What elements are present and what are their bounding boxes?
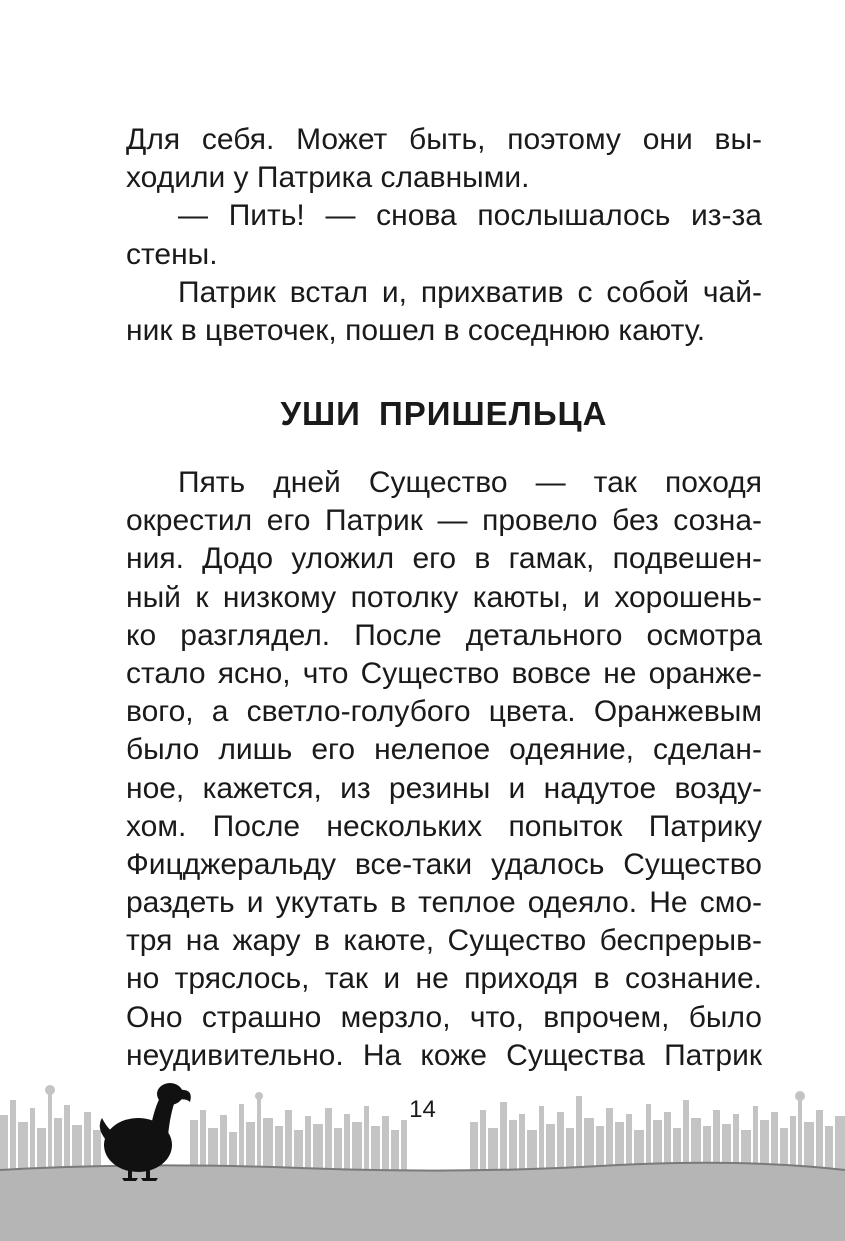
text-line: ное, кажется, из резины и надутое возду- xyxy=(126,771,762,805)
text-line: раздеть и укутать в теплое одеяло. Не смо- xyxy=(126,886,762,920)
text-line: ния. Додо уложил его в гамак, подвешен- xyxy=(126,542,762,576)
text-line: ный к низкому потолку каюты, и хорошень- xyxy=(126,580,762,614)
text-line: хом. После нескольких попыток Патрику xyxy=(126,809,762,843)
text-line: стало ясно, что Существо вовсе не оранже- xyxy=(126,656,762,690)
text-line: неудивительно. На коже Существа Патрик xyxy=(126,1038,762,1072)
text-line: Пять дней Существо — так походя xyxy=(178,466,762,499)
text-line: вого, а светло-голубого цвета. Оранжевым xyxy=(126,695,762,729)
text-line: Оно страшно мерзло, что, впрочем, было xyxy=(126,1000,762,1034)
text-line: Фицджеральду все-таки удалось Существо xyxy=(126,847,762,881)
text-line: было лишь его нелепое одеяние, сделан- xyxy=(126,733,762,767)
text-line: окрестил его Патрик — провело без созна- xyxy=(126,504,762,538)
ground xyxy=(0,1163,845,1241)
text-line: Патрик встал и, прихватив с собой чай- xyxy=(178,275,762,309)
chapter-title: УШИ ПРИШЕЛЬЦА xyxy=(280,395,608,432)
text-line: стены. xyxy=(126,237,218,271)
intro-paragraphs xyxy=(126,121,762,350)
text-line: ходили у Патрика славными. xyxy=(126,161,530,195)
text-line: ник в цветочек, пошел в соседнюю каюту. xyxy=(126,313,706,347)
text-line: ко разглядел. После детального осмотра xyxy=(126,618,762,652)
chapter-body xyxy=(126,464,762,1075)
text-line: тря на жару в каюте, Существо беспрерыв- xyxy=(126,924,762,958)
text-line: но тряслось, так и не приходя в сознание. xyxy=(126,962,762,996)
text-line: — Пить! — снова послышалось из-за xyxy=(178,199,762,233)
text-line: Для себя. Может быть, поэтому они вы- xyxy=(126,123,762,156)
page-number: 14 xyxy=(409,1096,436,1123)
